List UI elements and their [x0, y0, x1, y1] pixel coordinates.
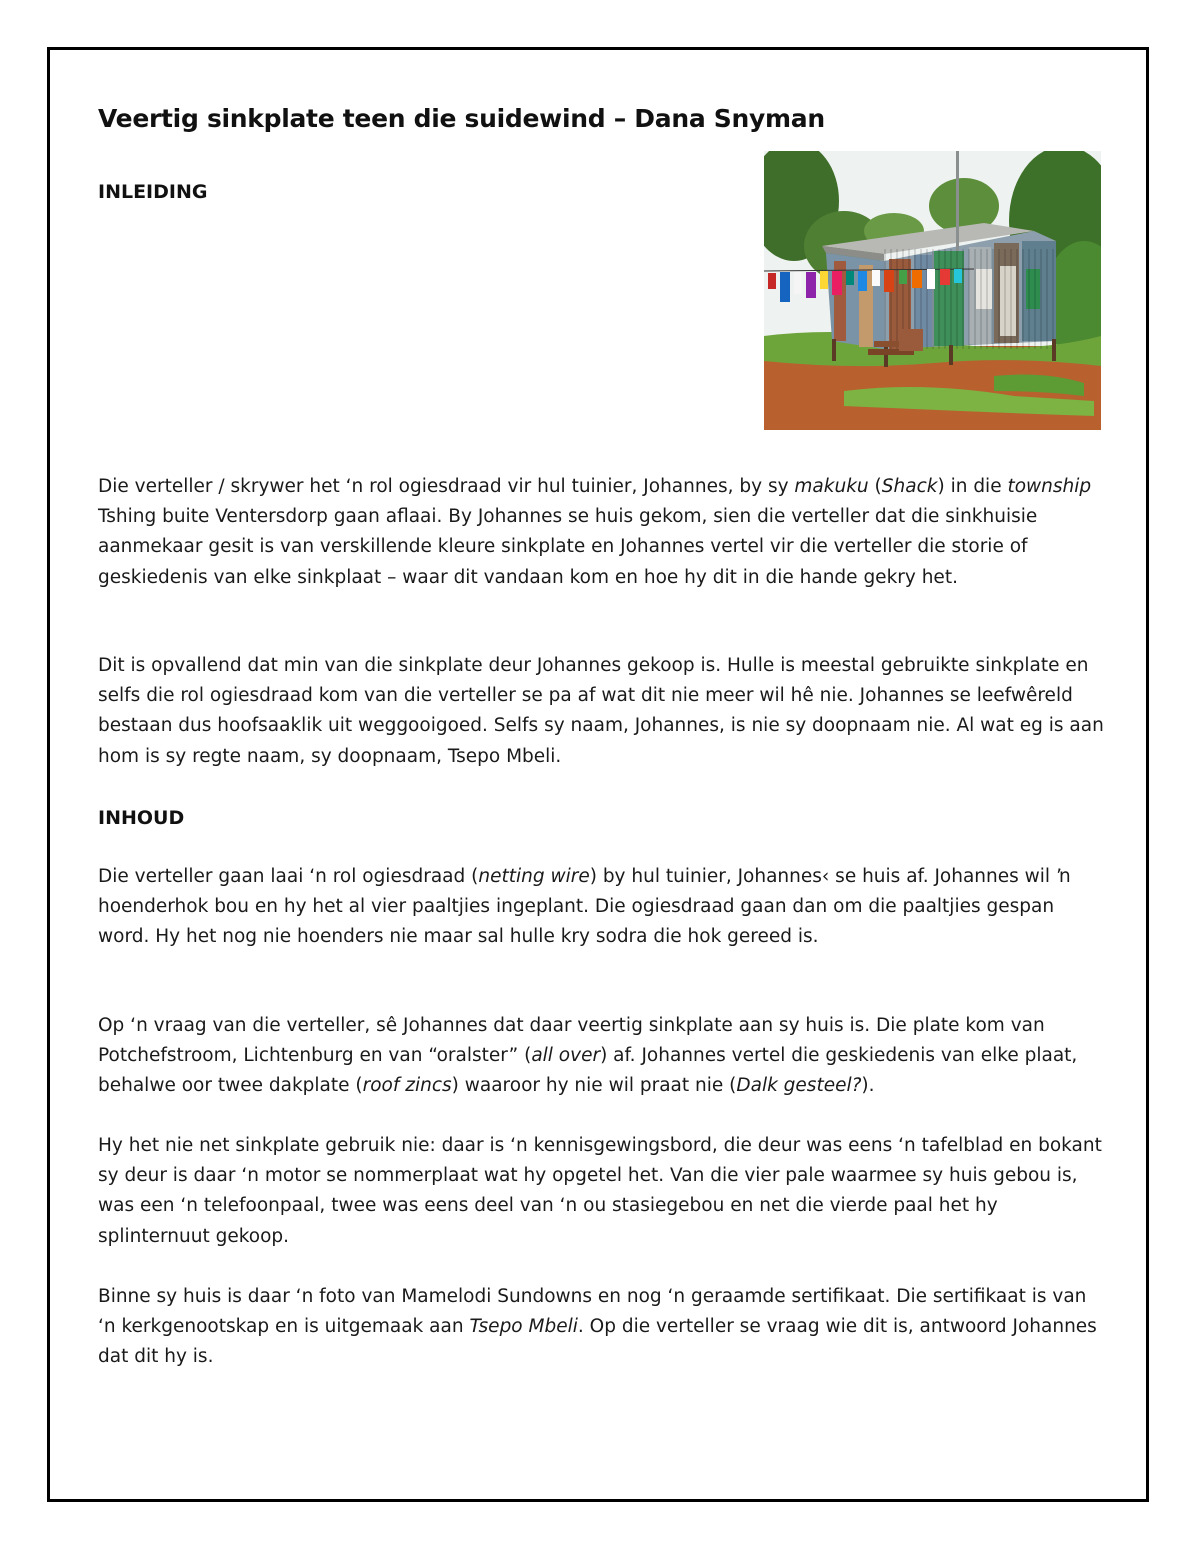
paragraph-text: Binne sy huis is daar ‘n foto van Mamelodi Sundowns en nog ‘n geraamde sertifikaat. Die sertifikaat is van ‘n kerkgenootskap en is uitgemaak aan	[98, 1286, 1087, 1338]
intro-heading: INLEIDING	[98, 181, 208, 203]
paragraph-text: Hy het nie net sinkplate gebruik nie: daar is ‘n kennisgewingsbord, die deur was eens ‘n tafelblad en bokant sy deur is daar ‘n motor se nommerplaat wat hy opgetel het. Van die vier pale waarmee sy huis gebou is, was een ‘n telefoonpaal, twee was eens deel van ‘n ou stasiegebou en net die vierde paal het hy splinternuut gekoop.	[98, 1135, 1102, 1247]
paragraph-text: (	[868, 476, 882, 497]
document-title: Veertig sinkplate teen die suidewind – Dana Snyman	[98, 104, 825, 133]
content-heading: INHOUD	[98, 807, 185, 829]
italic-term: township	[1007, 476, 1092, 497]
italic-term: Tsepo Mbeli	[469, 1316, 578, 1338]
paragraph-intro-1	[98, 472, 1108, 593]
paragraph-text: Op ‘n vraag van die verteller, sê Johannes dat daar veertig sinkplate aan sy huis is. Die plate kom van Potchefstroom, Lichtenburg en van “oralster” (	[98, 1015, 1045, 1067]
paragraph-text: ) by hul tuinier, Johannes‹ se huis af. Johannes wil ŉ hoenderhok bou en hy het al vier paaltjies ingeplant. Die ogiesdraad gaan dan om die paaltjies gespan word. Hy het nog nie hoenders nie maar sal hulle kry sodra die hok gereed is.	[98, 866, 1071, 948]
paragraph-text: Dit is opvallend dat min van die sinkplate deur Johannes gekoop is. Hulle is meestal gebruikte sinkplate en selfs die rol ogiesdraad kom van die verteller se pa af wat dit nie meer wil hê nie. Johannes se leefwêreld bestaan dus hoofsaaklik uit weggooigoed. Selfs sy naam, Johannes, is nie sy doopnaam nie. Al wat eg is aan hom is sy regte naam, sy doopnaam, Tsepo Mbeli.	[98, 655, 1104, 767]
paragraph-content-4	[98, 1282, 1108, 1373]
corrugated-shack-photo-icon	[764, 151, 1101, 430]
italic-term: makuku	[794, 476, 869, 497]
italic-term: Shack	[881, 476, 938, 497]
paragraph-text: Tshing buite Ventersdorp gaan aflaai. By Johannes se huis gekom, sien die verteller dat die sinkhuisie aanmekaar gesit is van verskillende kleure sinkplate en Johannes vertel vir die verteller die storie of geskiedenis van elke sinkplaat – waar dit vandaan kom en hoe hy dit in die hande gekry het.	[98, 506, 1038, 588]
italic-term: all over	[531, 1045, 601, 1067]
paragraph-content-3	[98, 1131, 1108, 1252]
shack-photo	[764, 151, 1101, 430]
paragraph-text: ).	[861, 1075, 875, 1097]
paragraph-content-1	[98, 862, 1108, 953]
paragraph-text: Die verteller gaan laai ‘n rol ogiesdraad (	[98, 866, 479, 887]
paragraph-text: . Op die verteller se vraag wie dit is, antwoord Johannes dat dit hy is.	[98, 1316, 1097, 1368]
paragraph-text: ) in die	[937, 476, 1008, 497]
paragraph-content-2	[98, 1011, 1108, 1102]
paragraph-text: Die verteller / skrywer het ‘n rol ogiesdraad vir hul tuinier, Johannes, by sy	[98, 476, 795, 497]
paragraph-text: ) af. Johannes vertel die geskiedenis van elke plaat, behalwe oor twee dakplate (	[98, 1045, 1078, 1097]
italic-term: Dalk gesteel?	[736, 1075, 862, 1097]
paragraph-text: ) waaroor hy nie wil praat nie (	[451, 1075, 737, 1097]
paragraph-intro-2	[98, 651, 1108, 772]
italic-term: roof zincs	[362, 1075, 452, 1097]
italic-term: netting wire	[478, 866, 590, 887]
